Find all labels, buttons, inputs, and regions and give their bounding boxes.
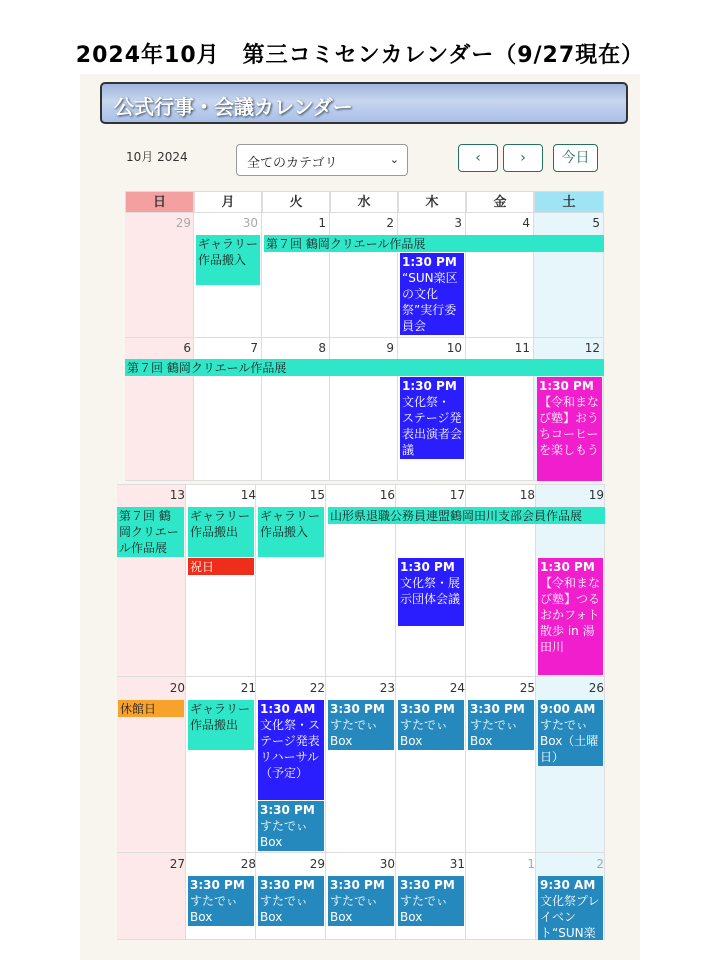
event-time: 3:30 PM bbox=[400, 878, 455, 892]
category-select[interactable] bbox=[236, 144, 408, 176]
event-title: “SUN楽区の文化祭”実行委員会 bbox=[402, 271, 458, 333]
today-button[interactable]: 今日 bbox=[553, 144, 598, 172]
event-gallery-move-in[interactable]: ギャラリー作品搬入 bbox=[258, 507, 324, 557]
weekday-sat: 土 bbox=[534, 191, 604, 213]
day-number: 24 bbox=[449, 681, 465, 695]
day-number: 20 bbox=[169, 681, 185, 695]
day-number: 30 bbox=[379, 857, 395, 871]
event-study-box[interactable] bbox=[468, 700, 534, 750]
day-number: 2 bbox=[386, 216, 394, 230]
event-title: すたでぃBox bbox=[470, 718, 518, 748]
event-study-box[interactable] bbox=[328, 700, 394, 750]
day-number: 29 bbox=[175, 216, 191, 230]
event-time: 3:30 PM bbox=[260, 878, 315, 892]
chevron-right-icon: › bbox=[520, 150, 526, 166]
day-number: 1 bbox=[527, 857, 535, 871]
day-cell[interactable] bbox=[262, 213, 330, 338]
next-month-button[interactable] bbox=[503, 144, 543, 172]
day-number: 8 bbox=[318, 341, 326, 355]
event-reiwa-photo[interactable] bbox=[538, 558, 603, 675]
event-title: 文化祭・ステージ発表リハーサル（予定） bbox=[260, 718, 321, 780]
event-tsuruoka-exhibit[interactable]: 第７回 鶴岡クリエール作品展 bbox=[117, 507, 184, 557]
day-number: 28 bbox=[240, 857, 256, 871]
day-number: 13 bbox=[169, 488, 185, 502]
day-number: 14 bbox=[240, 488, 256, 502]
chevron-down-icon: ⌄ bbox=[389, 153, 399, 166]
event-time: 3:30 PM bbox=[330, 702, 385, 716]
weekday-wed: 水 bbox=[330, 191, 398, 213]
event-title: すたでぃBox bbox=[260, 819, 308, 849]
category-select-value: 全てのカテゴリ bbox=[247, 156, 338, 171]
event-title: すたでぃBox（土曜日） bbox=[540, 718, 599, 764]
event-study-box[interactable] bbox=[188, 876, 254, 926]
day-number: 18 bbox=[519, 488, 535, 502]
day-number: 4 bbox=[522, 216, 530, 230]
weekday-fri: 金 bbox=[466, 191, 534, 213]
event-time: 3:30 PM bbox=[470, 702, 525, 716]
event-tsuruoka-exhibit[interactable]: 第７回 鶴岡クリエール作品展 bbox=[125, 359, 604, 376]
day-number: 16 bbox=[379, 488, 395, 502]
event-study-box[interactable] bbox=[398, 876, 464, 926]
event-holiday[interactable]: 祝日 bbox=[188, 558, 254, 575]
event-time: 1:30 PM bbox=[539, 379, 594, 393]
event-title: 文化祭・ステージ発表出演者会議 bbox=[402, 395, 463, 457]
event-study-box[interactable] bbox=[258, 876, 324, 926]
event-title: すたでぃBox bbox=[330, 718, 378, 748]
event-gallery-move-out[interactable]: ギャラリー作品搬出 bbox=[188, 507, 254, 557]
day-number: 27 bbox=[169, 857, 185, 871]
day-number: 10 bbox=[446, 341, 462, 355]
day-number: 5 bbox=[592, 216, 600, 230]
day-number: 2 bbox=[596, 857, 604, 871]
event-sun-meeting[interactable] bbox=[400, 253, 464, 335]
event-gallery-move-in[interactable]: ギャラリー作品搬入 bbox=[196, 235, 260, 285]
event-study-box[interactable] bbox=[328, 876, 394, 926]
day-number: 30 bbox=[242, 216, 258, 230]
weekday-mon: 月 bbox=[194, 191, 262, 213]
banner-title: 公式行事・会議カレンダー bbox=[114, 95, 353, 119]
event-title: すたでぃBox bbox=[190, 894, 238, 924]
day-cell[interactable] bbox=[330, 213, 398, 338]
event-time: 9:30 AM bbox=[540, 878, 596, 892]
event-time: 1:30 PM bbox=[400, 560, 455, 574]
event-study-box-saturday[interactable] bbox=[538, 700, 603, 766]
event-title: すたでぃBox bbox=[400, 894, 448, 924]
day-cell[interactable] bbox=[534, 213, 604, 338]
day-number: 15 bbox=[309, 488, 325, 502]
day-number: 11 bbox=[514, 341, 530, 355]
weekday-tue: 火 bbox=[262, 191, 330, 213]
day-cell[interactable] bbox=[125, 213, 194, 338]
event-time: 1:30 PM bbox=[540, 560, 595, 574]
day-number: 12 bbox=[584, 341, 600, 355]
event-title: すたでぃBox bbox=[400, 718, 448, 748]
event-closed-day[interactable]: 休館日 bbox=[118, 700, 184, 717]
day-cell[interactable] bbox=[466, 213, 534, 338]
event-time: 1:30 AM bbox=[260, 702, 316, 716]
event-time: 3:30 PM bbox=[330, 878, 385, 892]
day-number: 3 bbox=[454, 216, 462, 230]
event-title: 文化祭プレイベント“SUN楽 bbox=[540, 894, 600, 940]
event-pre-event[interactable] bbox=[538, 876, 603, 940]
event-study-box[interactable] bbox=[398, 700, 464, 750]
day-number: 17 bbox=[449, 488, 465, 502]
calendar-banner bbox=[100, 82, 628, 124]
event-title: すたでぃBox bbox=[330, 894, 378, 924]
day-number: 7 bbox=[250, 341, 258, 355]
day-number: 21 bbox=[240, 681, 256, 695]
page-title: 2024年10月 第三コミセンカレンダー（9/27現在） bbox=[75, 43, 645, 68]
event-tsuruoka-exhibit[interactable]: 第７回 鶴岡クリエール作品展 bbox=[264, 235, 604, 252]
event-time: 1:30 PM bbox=[402, 255, 457, 269]
month-label: 10月 2024 bbox=[126, 150, 188, 164]
prev-month-button[interactable] bbox=[458, 144, 498, 172]
event-title: 【令和まなび塾】つるおかフォト散歩 in 湯田川 bbox=[540, 576, 601, 654]
event-time: 3:30 PM bbox=[190, 878, 245, 892]
event-title: 【令和まなび塾】おうちコーヒーを楽しもう bbox=[539, 395, 600, 457]
chevron-left-icon: ‹ bbox=[475, 150, 481, 166]
event-yamagata-exhibit[interactable]: 山形県退職公務員連盟鶴岡田川支部会員作品展 bbox=[328, 507, 605, 524]
event-time: 1:30 PM bbox=[402, 379, 457, 393]
day-number: 23 bbox=[379, 681, 395, 695]
day-number: 6 bbox=[183, 341, 191, 355]
day-number: 1 bbox=[318, 216, 326, 230]
event-title: 文化祭・展示団体会議 bbox=[400, 576, 461, 606]
weekday-sun: 日 bbox=[125, 191, 194, 213]
day-number: 9 bbox=[386, 341, 394, 355]
day-number: 26 bbox=[588, 681, 604, 695]
event-reiwa-coffee[interactable] bbox=[537, 377, 602, 481]
day-number: 29 bbox=[309, 857, 325, 871]
event-time: 3:30 PM bbox=[400, 702, 455, 716]
event-rehearsal[interactable] bbox=[258, 700, 324, 800]
event-exhibitor-meeting[interactable] bbox=[398, 558, 464, 626]
event-stage-meeting[interactable] bbox=[400, 377, 464, 459]
day-number: 31 bbox=[449, 857, 465, 871]
event-time: 9:00 AM bbox=[540, 702, 596, 716]
event-title: すたでぃBox bbox=[260, 894, 308, 924]
day-number: 22 bbox=[309, 681, 325, 695]
day-number: 25 bbox=[519, 681, 535, 695]
event-time: 3:30 PM bbox=[260, 803, 315, 817]
event-gallery-move-out[interactable]: ギャラリー作品搬出 bbox=[188, 700, 254, 750]
day-number: 19 bbox=[588, 488, 604, 502]
weekday-thu: 木 bbox=[398, 191, 466, 213]
event-study-box[interactable] bbox=[258, 801, 324, 851]
